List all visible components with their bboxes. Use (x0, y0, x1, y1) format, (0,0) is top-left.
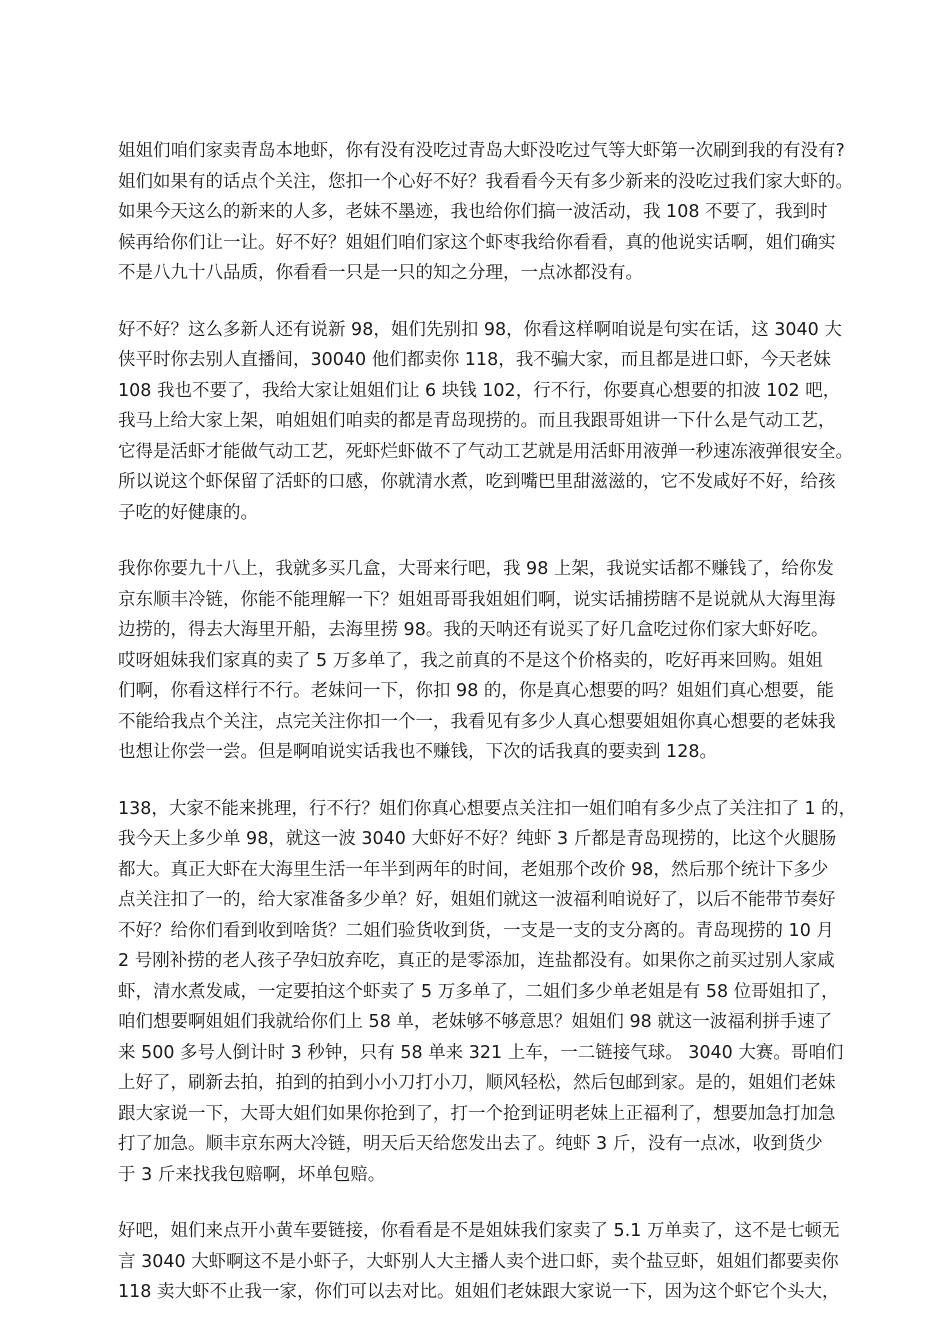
text-line: 子吃的好健康的。 (118, 502, 258, 523)
text-line: 跟大家说一下，大哥大姐们如果你抢到了，打一个抢到证明老妹上正福利了，想要加急打加急 (118, 1103, 836, 1124)
text-line: 不好？给你们看到收到啥货？二姐们验货收到货，一支是一支的支分离的。青岛现捞的 10 月 (118, 920, 834, 941)
text-line: 都大。真正大虾在大海里生活一年半到两年的时间，老姐那个改价 98，然后那个统计下多少 (118, 859, 829, 880)
paragraph-2 (118, 315, 853, 529)
document-body (118, 136, 857, 1334)
text-line: 边捞的，得去大海里开船，去海里捞 98。我的天呐还有说买了好几盒吃过你们家大虾好吃。 (118, 620, 829, 640)
text-line: 姐们如果有的话点个关注，您扣一个心好不好？我看看今天有多少新来的没吃过我们家大虾的。 (118, 171, 853, 192)
text-line: 所以说这个虾保留了活虾的口感，你就清水煮，吃到嘴巴里甜滋滋的，它不发咸好不好，给孩 (118, 472, 836, 492)
text-line: 它得是活虾才能做气动工艺，死虾烂虾做不了气动工艺就是用活虾用液弹一秒速冻液弹很安全。 (118, 441, 853, 462)
text-line: 不能给我点个关注，点完关注你扣一个一，我看见有多少人真心想要姐姐你真心想要的老妹我 (118, 711, 836, 732)
text-line: 好不好？这么多新人还有说新 98，姐们先别扣 98，你看这样啊咱说是句实在话，这 3040 大 (118, 319, 842, 340)
text-line: 打了加急。顺丰京东两大冷链，明天后天给您发出去了。纯虾 3 斤，没有一点冰，收到货少 (118, 1134, 823, 1154)
text-line: 好吧，姐们来点开小黄车要链接，你看看是不是姐妹我们家卖了 5.1 万单卖了，这不是七顿无 (118, 1221, 840, 1241)
text-line: 言 3040 大虾啊这不是小虾子，大虾别人大主播人卖个进口虾，卖个盐豆虾，姐姐们都要卖你 (118, 1251, 839, 1272)
text-line: 上好了，刷新去拍，拍到的拍到小小刀打小刀，顺风轻松，然后包邮到家。是的，姐姐们老妹 (118, 1073, 836, 1093)
text-line: 不是八九十八品质，你看看一只是一只的知之分理，一点冰都没有。 (118, 263, 643, 283)
text-line: 姐姐们咱们家卖青岛本地虾，你有没有没吃过青岛大虾没吃过气等大虾第一次刷到我的有没有? (118, 141, 845, 161)
text-line: 侠平时你去别人直播间，30040 他们都卖你 118，我不骗大家，而且都是进口虾，今天老妹 (118, 350, 831, 370)
text-line: 虾，清水煮发咸，一定要拍这个虾卖了 5 万多单了，二姐们多少单老姐是有 58 位哥姐扣了， (118, 981, 839, 1002)
paragraph-4 (118, 794, 857, 1191)
text-line: 们啊，你看这样行不行。老妹问一下，你扣 98 的，你是真心想要的吗？姐姐们真心想要，能 (118, 681, 834, 701)
paragraph-5 (118, 1216, 846, 1308)
text-line: 哎呀姐妹我们家真的卖了 5 万多单了，我之前真的不是这个价格卖的，吃好再来回购。姐姐 (118, 650, 823, 671)
paragraph-3 (118, 554, 846, 768)
text-line: 2 号刚补捞的老人孩子孕妇放弃吃，真正的是零添加，连盐都没有。如果你之前买过别人家咸 (118, 951, 835, 971)
text-line: 118 卖大虾不止我一家，你们可以去对比。姐姐们老妹跟大家说一下，因为这个虾它个头大， (118, 1282, 840, 1302)
text-line: 如果今天这么的新来的人多，老妹不墨迹，我也给你们搞一波活动，我 108 不要了，我到时 (118, 202, 828, 222)
text-line: 候再给你们让一让。好不好？姐姐们咱们家这个虾枣我给你看看，真的他说实话啊，姐们确实 (118, 232, 836, 253)
text-line: 来 500 多号人倒计时 3 秒钟，只有 58 单来 321 上车，一二链接气球。 3040 大赛。哥咱们 (118, 1042, 844, 1063)
text-line: 我你你要九十八上，我就多买几盒，大哥来行吧，我 98 上架，我说实话都不赚钱了，给你发 (118, 559, 834, 579)
text-line: 我马上给大家上架，咱姐姐们咱卖的都是青岛现捞的。而且我跟哥姐讲一下什么是气动工艺， (118, 411, 836, 431)
text-line: 咱们想要啊姐姐们我就给你们上 58 单，老妹够不够意思？姐姐们 98 就这一波福利拼手速了 (118, 1012, 833, 1032)
text-line: 我今天上多少单 98，就这一波 3040 大虾好不好？纯虾 3 斤都是青岛现捞的，比这个火腿肠 (118, 829, 837, 849)
text-line: 108 我也不要了，我给大家让姐姐们让 6 块钱 102，行不行，你要真心想要的扣波 102 吧， (118, 380, 841, 401)
text-line: 点关注扣了一的，给大家准备多少单？好，姐姐们就这一波福利咱说好了，以后不能带节奏好 (118, 890, 836, 910)
paragraph-1 (118, 136, 853, 289)
text-line: 于 3 斤来找我包赔啊，坏单包赔。 (118, 1164, 386, 1185)
text-line: 也想让你尝一尝。但是啊咱说实话我也不赚钱，下次的话我真的要卖到 128。 (118, 742, 717, 762)
text-line: 138，大家不能来挑理，行不行？姐们你真心想要点关注扣一姐们咱有多少点了关注扣了 1 的， (118, 798, 857, 819)
text-line: 京东顺丰冷链，你能不能理解一下？姐姐哥哥我姐姐们啊，说实话捕捞瞎不是说就从大海里海 (118, 589, 836, 610)
